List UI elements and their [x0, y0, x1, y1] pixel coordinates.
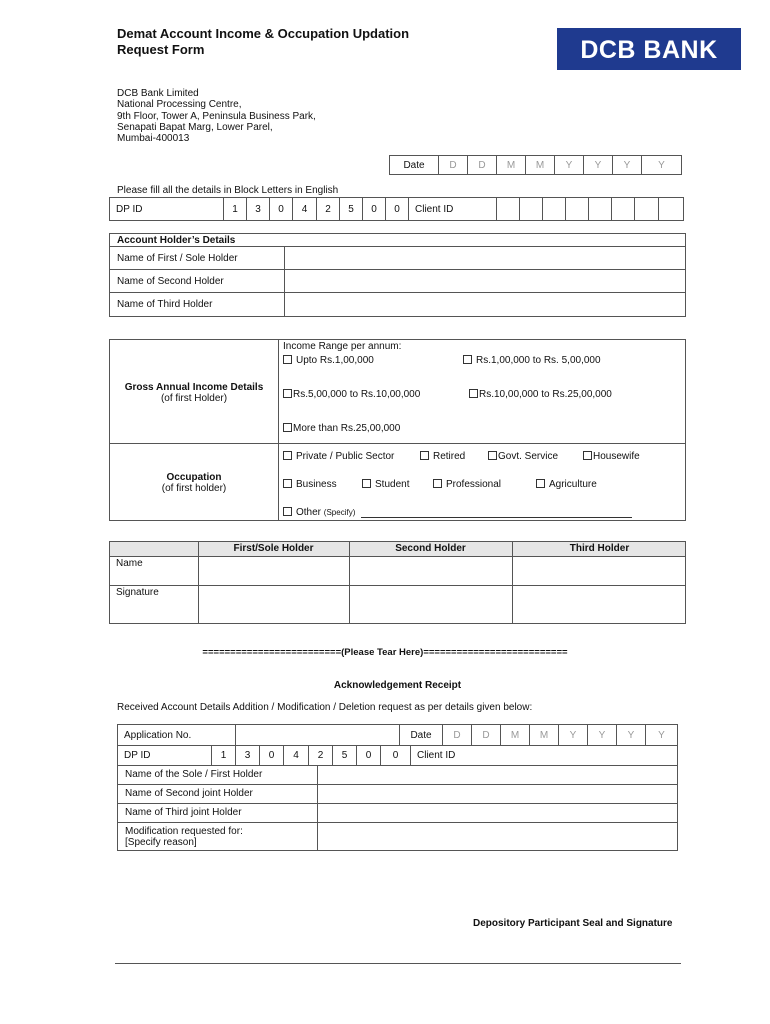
app-no-input[interactable]: [235, 725, 399, 745]
occupation-option-housewife[interactable]: [583, 451, 640, 462]
dp-seal-signature-label: Depository Participant Seal and Signature: [473, 918, 673, 929]
occupation-option-retired[interactable]: [420, 451, 465, 462]
ack-dp-id-label: DP ID: [124, 749, 151, 761]
ack-date-cell[interactable]: M: [529, 725, 558, 745]
checkbox[interactable]: [433, 479, 442, 488]
ack-title: Acknowledgement Receipt: [333, 680, 462, 691]
client-id-cell[interactable]: [496, 198, 519, 220]
ack-dp-digit: 1: [211, 745, 235, 765]
dp-digit: 4: [292, 198, 316, 220]
client-id-cell[interactable]: [519, 198, 542, 220]
ack-dp-digit: 3: [235, 745, 259, 765]
second-holder-label: Name of Second Holder: [117, 276, 224, 287]
option-label: Private / Public Sector: [296, 451, 395, 462]
ack-modification-reason-label: [Specify reason]: [125, 837, 197, 848]
ack-date-cell[interactable]: Y: [616, 725, 645, 745]
checkbox[interactable]: [469, 389, 478, 398]
dp-digit: 0: [385, 198, 408, 220]
option-label: Rs.10,00,000 to Rs.25,00,000: [479, 389, 612, 400]
checkbox[interactable]: [283, 355, 292, 364]
client-id-cell[interactable]: [542, 198, 565, 220]
first-holder-name-input[interactable]: [200, 558, 347, 584]
checkbox[interactable]: [420, 451, 429, 460]
dp-digit: 1: [223, 198, 246, 220]
ack-date-cell[interactable]: M: [500, 725, 529, 745]
date-cell[interactable]: M: [525, 156, 554, 174]
form-title-line2: Request Form: [117, 42, 205, 57]
client-id-cell[interactable]: [658, 198, 683, 220]
footer-divider: [115, 963, 681, 964]
checkbox[interactable]: [583, 451, 592, 460]
date-cell[interactable]: Y: [583, 156, 612, 174]
option-label: Rs.5,00,000 to Rs.10,00,000: [293, 389, 421, 400]
checkbox[interactable]: [362, 479, 371, 488]
second-holder-input[interactable]: [286, 271, 684, 291]
third-holder-signature[interactable]: [514, 587, 685, 623]
ack-date-cell[interactable]: Y: [645, 725, 677, 745]
checkbox[interactable]: [283, 507, 292, 516]
address-line: Mumbai-400013: [117, 133, 190, 145]
income-range-title: Income Range per annum:: [283, 341, 402, 352]
occupation-option-student[interactable]: [362, 479, 409, 490]
date-cell[interactable]: M: [496, 156, 525, 174]
income-option-above-25l[interactable]: [283, 423, 400, 434]
ack-date-cell[interactable]: D: [442, 725, 471, 745]
income-option-5l-10l[interactable]: [283, 389, 420, 400]
ack-dp-digit: 2: [308, 745, 332, 765]
ack-table: [117, 724, 678, 851]
date-cell[interactable]: D: [467, 156, 496, 174]
client-id-cell[interactable]: [634, 198, 658, 220]
option-label: Rs.1,00,000 to Rs. 5,00,000: [476, 355, 601, 366]
form-title: [117, 26, 409, 58]
income-option-upto-1l[interactable]: [283, 355, 374, 366]
date-label: Date: [403, 159, 425, 171]
option-label: Govt. Service: [498, 451, 559, 462]
app-no-label: Application No.: [124, 729, 192, 741]
client-id-cell[interactable]: [611, 198, 634, 220]
dp-id-label: DP ID: [116, 203, 143, 215]
third-holder-input[interactable]: [286, 294, 684, 314]
income-option-1l-5l[interactable]: [463, 355, 601, 366]
ack-second-holder-input[interactable]: [319, 786, 675, 802]
first-holder-input[interactable]: [286, 248, 684, 268]
second-holder-signature[interactable]: [351, 587, 510, 623]
dp-id-row: [109, 197, 684, 221]
ack-date-cell[interactable]: Y: [587, 725, 616, 745]
ack-third-holder-input[interactable]: [319, 805, 675, 821]
date-cell[interactable]: D: [438, 156, 467, 174]
ack-dp-digit: 0: [259, 745, 283, 765]
tear-line: =========================(Please Tear Here)==========================: [202, 647, 568, 658]
ack-modification-label: Modification requested for:: [125, 826, 243, 837]
checkbox[interactable]: [488, 451, 497, 460]
option-label: More than Rs.25,00,000: [293, 423, 401, 434]
third-holder-name-input[interactable]: [514, 558, 685, 584]
third-holder-label: Name of Third Holder: [117, 299, 213, 310]
header-third-holder: Third Holder: [569, 543, 630, 554]
ack-intro: Received Account Details Addition / Modification / Deletion request as per details given below:: [117, 702, 533, 713]
ack-client-id-label: Client ID: [410, 745, 678, 765]
address-line: DCB Bank Limited: [117, 88, 199, 99]
checkbox[interactable]: [463, 355, 472, 364]
checkbox[interactable]: [283, 423, 292, 432]
occupation-option-other[interactable]: [283, 507, 355, 518]
other-specify-line[interactable]: [361, 517, 632, 518]
ack-first-holder-label: Name of the Sole / First Holder: [125, 769, 263, 780]
income-sublabel: (of first Holder): [160, 393, 228, 404]
option-label: Business: [296, 479, 337, 490]
specify-hint: (Specify): [323, 508, 356, 517]
dp-digit: 2: [316, 198, 339, 220]
occupation-option-business[interactable]: [283, 479, 337, 490]
dp-digit: 0: [362, 198, 385, 220]
header-second-holder: Second Holder: [395, 543, 466, 554]
client-id-cell[interactable]: [565, 198, 588, 220]
ack-date-cell[interactable]: D: [471, 725, 500, 745]
dcb-bank-logo: DCB BANK: [557, 28, 741, 70]
ack-dp-digit: 5: [332, 745, 356, 765]
date-cell[interactable]: Y: [612, 156, 641, 174]
first-holder-label: Name of First / Sole Holder: [117, 253, 238, 264]
checkbox[interactable]: [283, 389, 292, 398]
ack-third-holder-label: Name of Third joint Holder: [125, 807, 242, 818]
ack-first-holder-input[interactable]: [319, 767, 675, 783]
form-title-line1: Demat Account Income & Occupation Updation: [117, 26, 410, 41]
option-label: Student: [375, 479, 410, 490]
checkbox[interactable]: [283, 479, 292, 488]
ack-date-cell[interactable]: Y: [558, 725, 587, 745]
name-row-label: Name: [116, 558, 143, 569]
occupation-sublabel: (of first holder): [161, 483, 227, 494]
occupation-option-govt[interactable]: [488, 451, 558, 462]
second-holder-name-input[interactable]: [351, 558, 510, 584]
account-holders-heading: Account Holder’s Details: [117, 235, 236, 246]
address-line: 9th Floor, Tower A, Peninsula Business Park,: [117, 110, 316, 122]
income-occupation-table: [109, 339, 686, 521]
option-label: Upto Rs.1,00,000: [296, 355, 374, 366]
income-label: Gross Annual Income Details: [124, 382, 264, 393]
occupation-option-private-public[interactable]: [283, 451, 394, 462]
header-first-holder: First/Sole Holder: [233, 543, 314, 554]
client-id-cell[interactable]: [588, 198, 611, 220]
ack-date-label: Date: [399, 725, 442, 745]
ack-dp-digit: 0: [380, 745, 410, 765]
ack-second-holder-label: Name of Second joint Holder: [125, 788, 253, 799]
holders-signature-table: [109, 541, 686, 624]
date-cell[interactable]: Y: [641, 156, 681, 174]
occupation-option-professional[interactable]: [433, 479, 501, 490]
bank-address: [117, 88, 316, 144]
date-box: [389, 155, 682, 175]
occupation-label: Occupation: [166, 472, 222, 483]
client-id-label: Client ID: [408, 198, 496, 220]
checkbox[interactable]: [536, 479, 545, 488]
ack-dp-digit: 4: [283, 745, 308, 765]
address-line: Senapati Bapat Marg, Lower Parel,: [117, 121, 273, 133]
income-option-10l-25l[interactable]: [469, 389, 612, 400]
checkbox[interactable]: [283, 451, 292, 460]
option-label: Other: [296, 507, 322, 518]
address-line: National Processing Centre,: [117, 99, 242, 111]
account-holders-table: [109, 233, 686, 317]
occupation-option-agriculture[interactable]: [536, 479, 597, 490]
ack-dp-digit: 0: [356, 745, 380, 765]
instruction-text: Please fill all the details in Block Letters in English: [117, 185, 339, 196]
dp-digit: 0: [269, 198, 292, 220]
first-holder-signature[interactable]: [200, 587, 347, 623]
date-cell[interactable]: Y: [554, 156, 583, 174]
dp-digit: 5: [339, 198, 362, 220]
ack-modification-input[interactable]: [319, 824, 675, 850]
option-label: Retired: [433, 451, 466, 462]
option-label: Agriculture: [549, 479, 597, 490]
option-label: Housewife: [593, 451, 640, 462]
option-label: Professional: [446, 479, 502, 490]
signature-row-label: Signature: [116, 587, 159, 598]
dp-digit: 3: [246, 198, 269, 220]
